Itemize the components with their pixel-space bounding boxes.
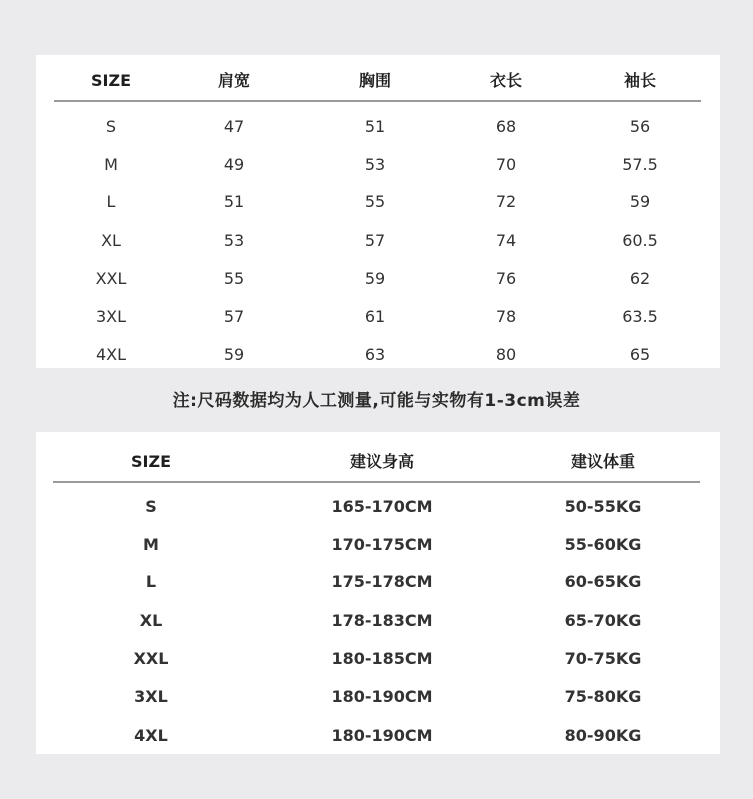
table-cell: 75-80KG [564, 687, 642, 706]
table-cell: 53 [364, 155, 386, 174]
size-label-cell: 4XL [95, 345, 127, 364]
table-cell: 170-175CM [331, 535, 433, 554]
table-cell: 63.5 [622, 307, 658, 326]
table-cell: 70-75KG [564, 649, 642, 668]
table-cell: 55-60KG [564, 535, 642, 554]
table-cell: 175-178CM [331, 572, 433, 591]
table-cell: 61 [364, 307, 386, 326]
table-cell: 47 [223, 117, 245, 136]
header-divider [53, 481, 700, 483]
table-cell: 60-65KG [564, 572, 642, 591]
table-cell: 62 [629, 269, 651, 288]
size-label-cell: 3XL [134, 687, 168, 706]
table-cell: 63 [364, 345, 386, 364]
size-label-cell: XXL [95, 269, 127, 288]
size-label-cell: L [106, 192, 116, 211]
table-cell: 78 [495, 307, 517, 326]
column-header: 袖长 [623, 71, 657, 90]
size-recommendation-table [36, 432, 720, 754]
table-cell: 59 [223, 345, 245, 364]
table-cell: 180-190CM [331, 726, 433, 745]
header-divider [54, 100, 701, 102]
table-cell: 51 [223, 192, 245, 211]
column-header: 建议体重 [570, 452, 636, 471]
table-cell: 65-70KG [564, 611, 642, 630]
table-cell: 76 [495, 269, 517, 288]
table-cell: 80 [495, 345, 517, 364]
size-label-cell: S [105, 117, 117, 136]
table-cell: 57.5 [622, 155, 658, 174]
table-cell: 53 [223, 231, 245, 250]
table-cell: 59 [364, 269, 386, 288]
table-cell: 57 [364, 231, 386, 250]
table-cell: 180-185CM [331, 649, 433, 668]
size-label-cell: XL [101, 231, 121, 250]
column-header: 衣长 [489, 71, 523, 90]
column-header: 胸围 [358, 71, 392, 90]
column-header: 肩宽 [217, 71, 251, 90]
size-label-cell: XXL [133, 649, 169, 668]
table-cell: 49 [223, 155, 245, 174]
table-cell: 80-90KG [564, 726, 642, 745]
table-cell: 70 [495, 155, 517, 174]
size-label-cell: XL [139, 611, 163, 630]
size-label-cell: M [143, 535, 159, 554]
size-label-cell: L [145, 572, 157, 591]
size-label-cell: S [145, 497, 157, 516]
table-cell: 68 [495, 117, 517, 136]
table-cell: 59 [629, 192, 651, 211]
table-cell: 65 [629, 345, 651, 364]
table-cell: 180-190CM [331, 687, 433, 706]
size-label-cell: M [104, 155, 118, 174]
table-cell: 55 [223, 269, 245, 288]
measurement-note: 注:尺码数据均为人工测量,可能与实物有1-3cm误差 [172, 391, 581, 411]
table-cell: 57 [223, 307, 245, 326]
size-measurement-table [36, 55, 720, 368]
column-header: 建议身高 [349, 452, 415, 471]
size-label-cell: 3XL [95, 307, 127, 326]
column-header: SIZE [130, 452, 172, 471]
table-cell: 178-183CM [331, 611, 433, 630]
table-cell: 55 [364, 192, 386, 211]
table-cell: 51 [364, 117, 386, 136]
table-cell: 50-55KG [564, 497, 642, 516]
table-cell: 72 [495, 192, 517, 211]
size-label-cell: 4XL [134, 726, 168, 745]
table-cell: 74 [495, 231, 517, 250]
table-cell: 165-170CM [331, 497, 433, 516]
column-header: SIZE [90, 71, 132, 90]
table-cell: 60.5 [622, 231, 658, 250]
table-cell: 56 [629, 117, 651, 136]
